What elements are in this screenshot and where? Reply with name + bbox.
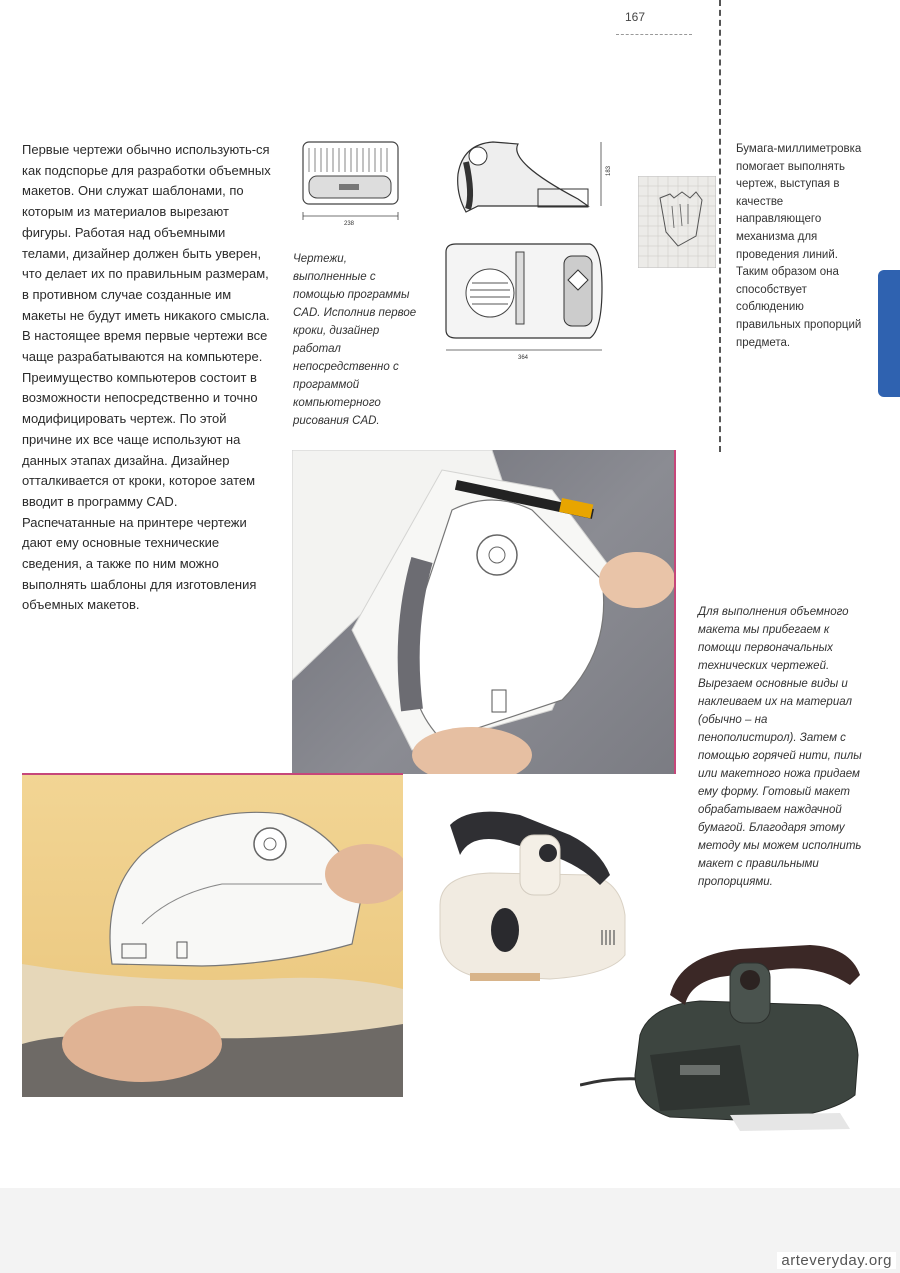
caption-model-making: Для выполнения объемного макета мы прибегаем к помощи первоначальных технических чертежей. Вырезаем основные виды и наклеиваем их на материал (обычно – на пенополистирол). Затем с помощью горячей нити, пилы или макетного ножа придаем ему форму. Готовый макет обрабатываем наждачной бумагой. Благодаря этому методу мы можем исполнить макет с правильными пропорциями.	[698, 606, 862, 888]
graph-paper-sketch	[638, 176, 716, 268]
photo-final-planer-product	[580, 935, 865, 1135]
cad-top-view-drawing	[440, 238, 610, 363]
side-height-dimension: 183	[606, 165, 612, 176]
photo-template-on-foam	[22, 774, 403, 1097]
photo-trace-border	[22, 773, 403, 775]
cad-side-view-drawing	[438, 134, 618, 219]
main-paragraph: Первые чертежи обычно использують-ся как подспорье для разработки объемных макетов. Они служат шаблонами, по которым из материалов вырезают фигуры. Работая над объемными телами, дизайнер должен быть уверен, что делает их по правильным размерам, в противном случае созданные им макеты не будут иметь никакого смысла. В настоящее время первые чертежи все чаще разрабатываются на компьютере. Преимущество компьютеров состоит в возможности непосредственно и точно модифицировать чертеж. По этой причине их все чаще используют на данных этапах дизайна. Дизайнер отталкивается от кроки, которое затем вводит в программу CAD. Распечатанные на принтере чертежи дают ему основные технические сведения, а также по ним можно выполнять шаблоны для изготовления объемных макетов.	[22, 142, 271, 613]
caption-graph-paper: Бумага-миллиметровка помогает выполнять чертеж, выступая в качестве направляющего механизма для проведения линий. Таким образом она способствует соблюдению правильных пропорций предмета.	[736, 143, 862, 349]
column-divider	[719, 0, 721, 452]
photo-cutting-border	[674, 450, 676, 774]
chapter-thumb-tab	[878, 270, 900, 397]
photo-template-on-foam-art	[22, 774, 403, 1097]
photo-cutting-templates-art	[292, 450, 675, 774]
front-width-dimension: 238	[344, 221, 355, 227]
photo-cutting-templates	[292, 450, 675, 774]
caption-cad-drawings: Чертежи, выполненные с помощью программы CAD. Исполнив первое кроки, дизайнер работал непосредственно с программой компьютерного рисования CAD.	[293, 253, 417, 427]
page-number-rule	[616, 34, 692, 35]
top-width-dimension: 364	[518, 355, 529, 361]
site-watermark: arteveryday.org	[777, 1252, 896, 1269]
cad-front-view-drawing	[295, 134, 410, 229]
page-footer-band	[0, 1188, 900, 1273]
page-number: 167	[625, 10, 646, 24]
